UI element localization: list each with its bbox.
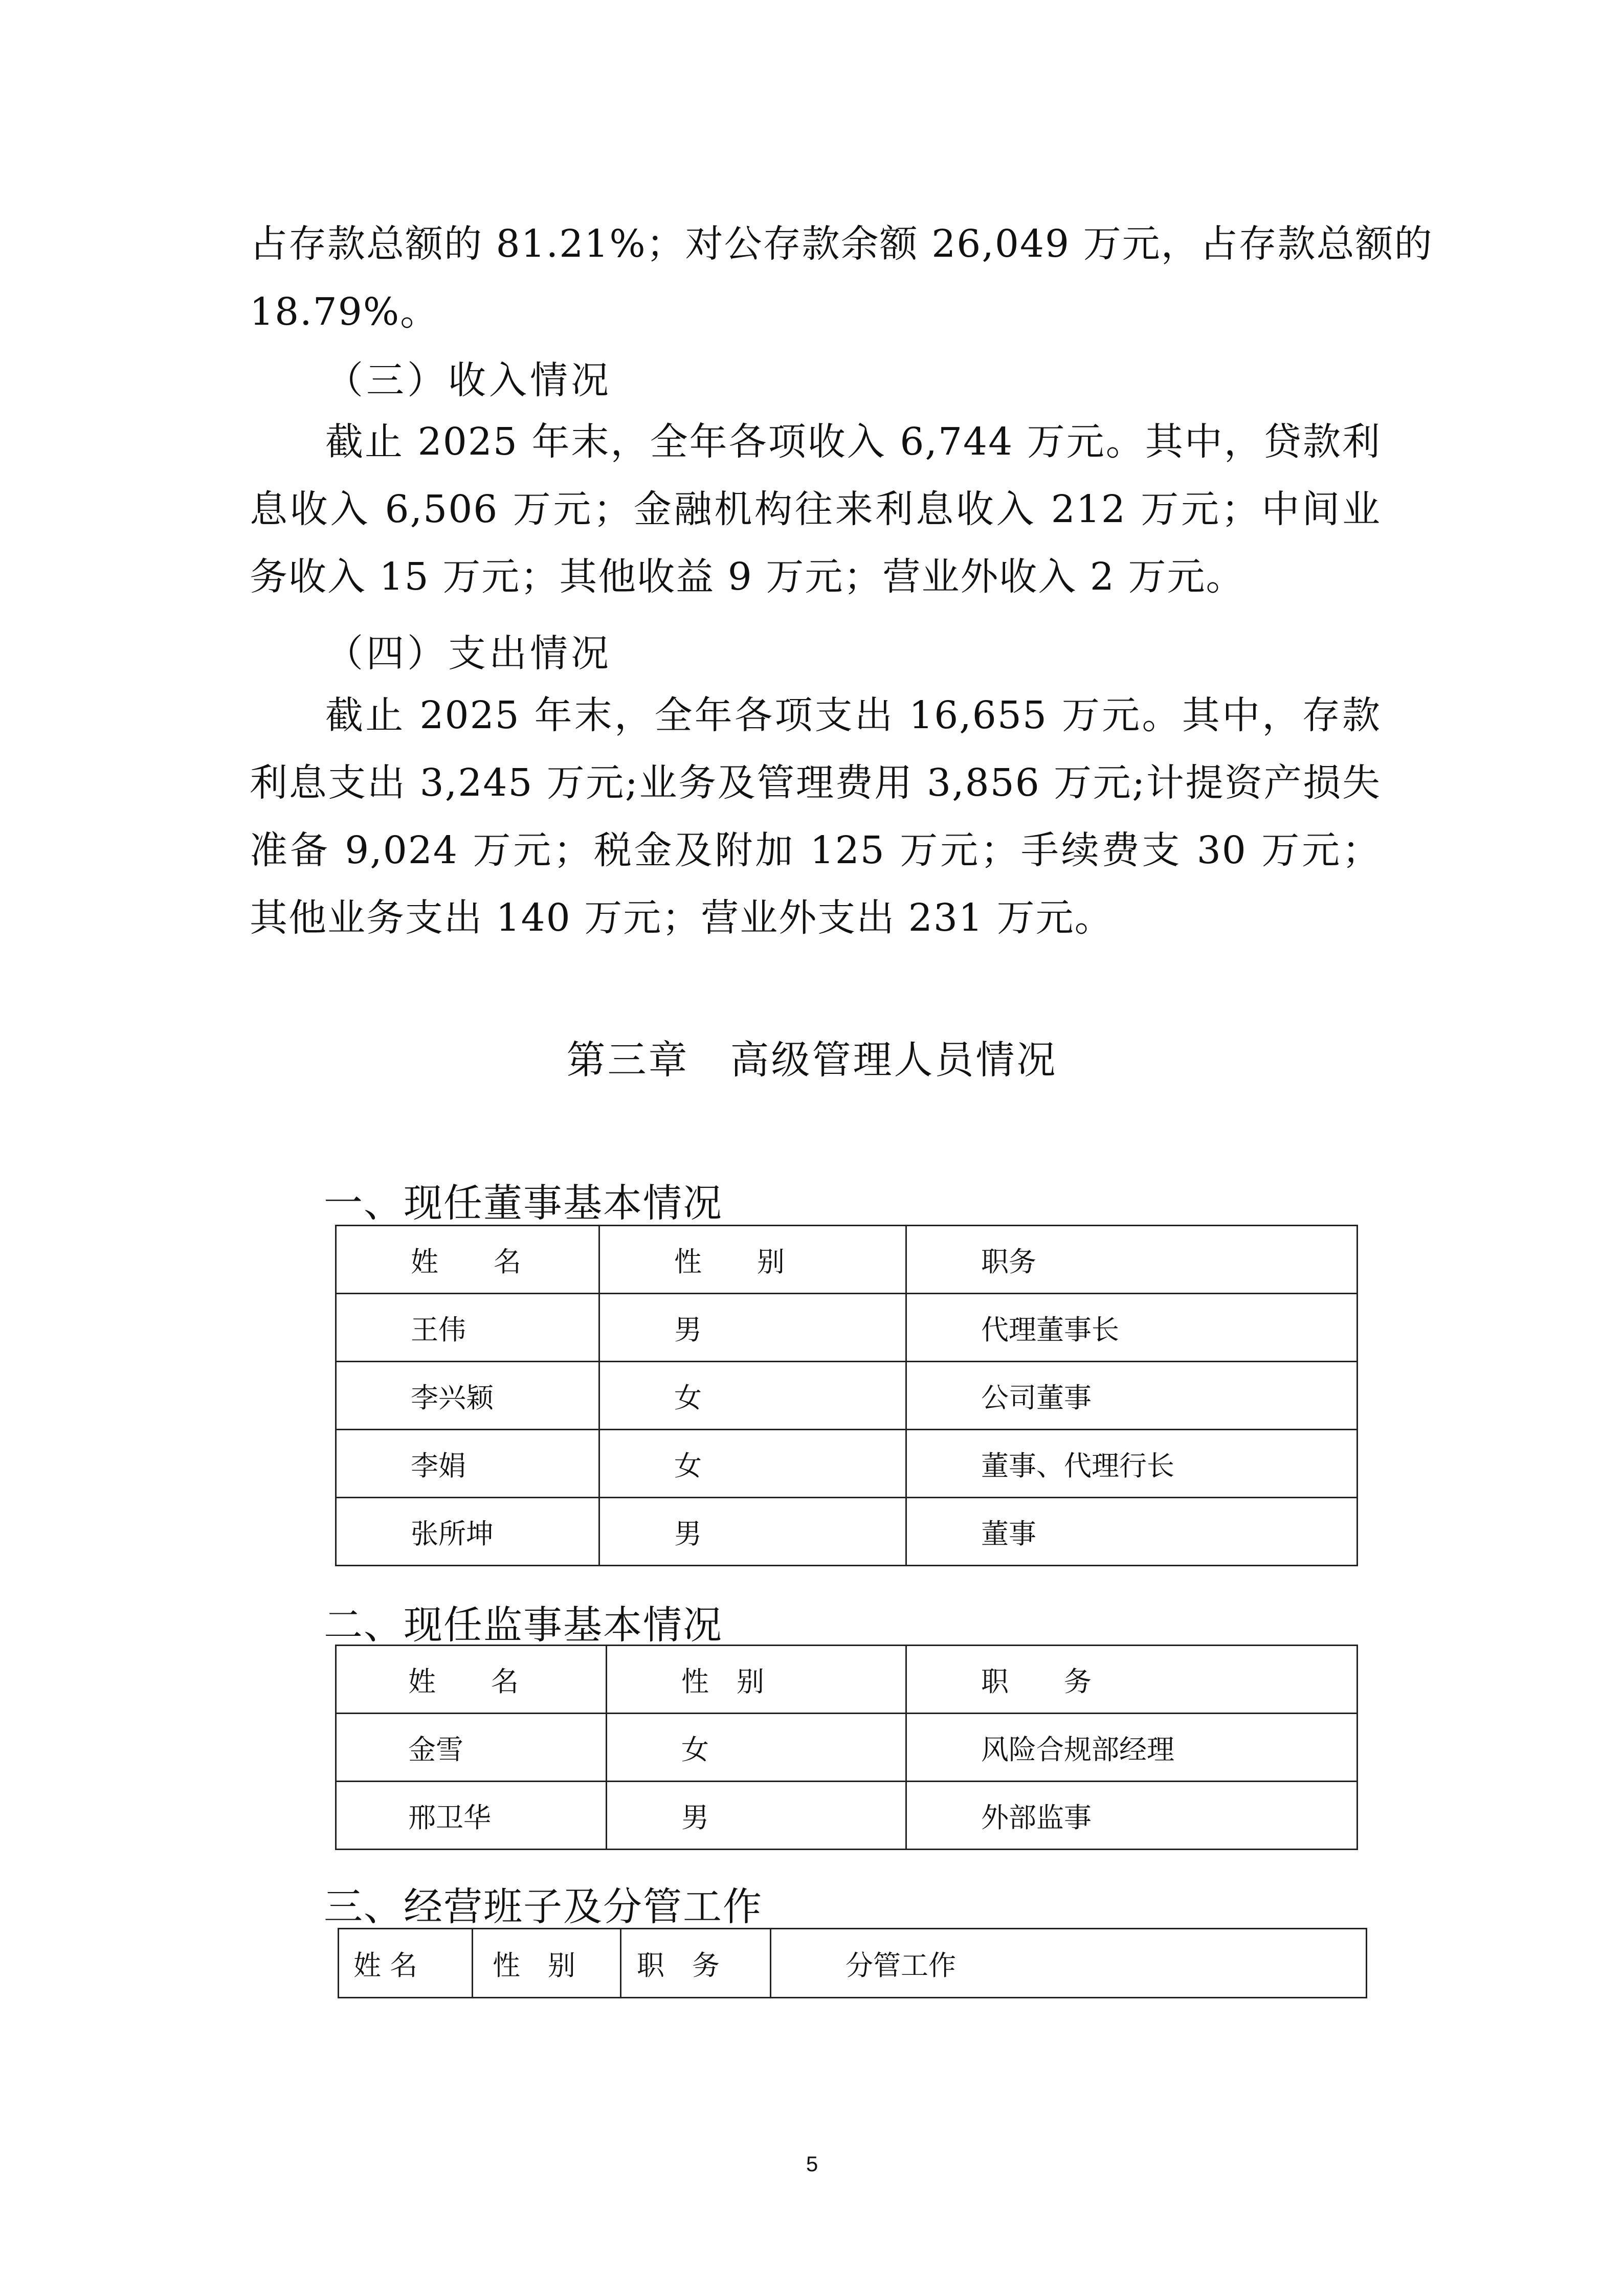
table-row <box>336 1430 1358 1498</box>
table-header-cell: 性 别 <box>473 1929 621 1998</box>
table-cell: 男 <box>599 1294 906 1362</box>
paragraph-line-2: 18.79%。 <box>250 290 439 334</box>
table-header-row <box>336 1646 1358 1714</box>
management-table <box>338 1928 1367 1998</box>
table-cell: 代理董事长 <box>906 1294 1358 1362</box>
management-section-title: 三、经营班子及分管工作 <box>324 1884 763 1929</box>
section-heading-expense: （四）支出情况 <box>325 632 612 676</box>
chapter-title: 第三章 高级管理人员情况 <box>566 1037 1058 1083</box>
directors-section-title: 一、现任董事基本情况 <box>324 1180 723 1226</box>
table-header-cell: 职 务 <box>621 1929 771 1998</box>
table-row <box>336 1714 1358 1782</box>
table-row <box>336 1498 1358 1566</box>
table-header-cell: 职务 <box>906 1226 1358 1294</box>
table-header-cell: 性 别 <box>599 1226 906 1294</box>
directors-table <box>335 1225 1358 1566</box>
table-header-row <box>336 1226 1358 1294</box>
table-cell: 李兴颖 <box>336 1362 599 1430</box>
table-cell: 王伟 <box>336 1294 599 1362</box>
table-cell: 董事、代理行长 <box>906 1430 1358 1498</box>
table-cell: 金雪 <box>336 1714 607 1782</box>
table-cell: 女 <box>599 1430 906 1498</box>
income-paragraph: 截止 2025 年末，全年各项收入 6,744 万元。其中，贷款利息收入 6,506 万元；金融机构往来利息收入 212 万元；中间业务收入 15 万元；其他收益 9 万元；营业外收入 2 万元。 <box>250 420 1381 599</box>
table-cell: 董事 <box>906 1498 1358 1566</box>
table-cell: 公司董事 <box>906 1362 1358 1430</box>
table-header-cell: 姓 名 <box>336 1646 607 1714</box>
page-number: 5 <box>806 2152 818 2176</box>
table-cell: 男 <box>599 1498 906 1566</box>
table-cell: 风险合规部经理 <box>906 1714 1358 1782</box>
table-header-cell: 姓 名 <box>336 1226 599 1294</box>
table-header-cell: 分管工作 <box>771 1929 1367 1998</box>
table-header-cell: 姓 名 <box>339 1929 473 1998</box>
table-row <box>336 1294 1358 1362</box>
table-cell: 外部监事 <box>906 1782 1358 1850</box>
table-cell: 男 <box>607 1782 906 1850</box>
supervisors-table <box>335 1645 1358 1850</box>
expense-paragraph: 截止 2025 年末，全年各项支出 16,655 万元。其中，存款利息支出 3,245 万元;业务及管理费用 3,856 万元;计提资产损失准备 9,024 万元；税金及附加 125 万元；手续费支 30 万元；其他业务支出 140 万元；营业外支出 231 万元。 <box>250 693 1381 940</box>
section-heading-income: （三）收入情况 <box>325 358 612 402</box>
paragraph-line-1: 占存款总额的 81.21%；对公存款余额 26,049 万元，占存款总额的 <box>250 222 1433 266</box>
table-header-row <box>339 1929 1367 1998</box>
table-row <box>336 1362 1358 1430</box>
table-cell: 张所坤 <box>336 1498 599 1566</box>
table-cell: 邢卫华 <box>336 1782 607 1850</box>
table-header-cell: 性 别 <box>607 1646 906 1714</box>
table-cell: 女 <box>607 1714 906 1782</box>
table-cell: 李娟 <box>336 1430 599 1498</box>
supervisors-section-title: 二、现任监事基本情况 <box>324 1602 723 1648</box>
table-header-cell: 职 务 <box>906 1646 1358 1714</box>
table-row <box>336 1782 1358 1850</box>
table-cell: 女 <box>599 1362 906 1430</box>
